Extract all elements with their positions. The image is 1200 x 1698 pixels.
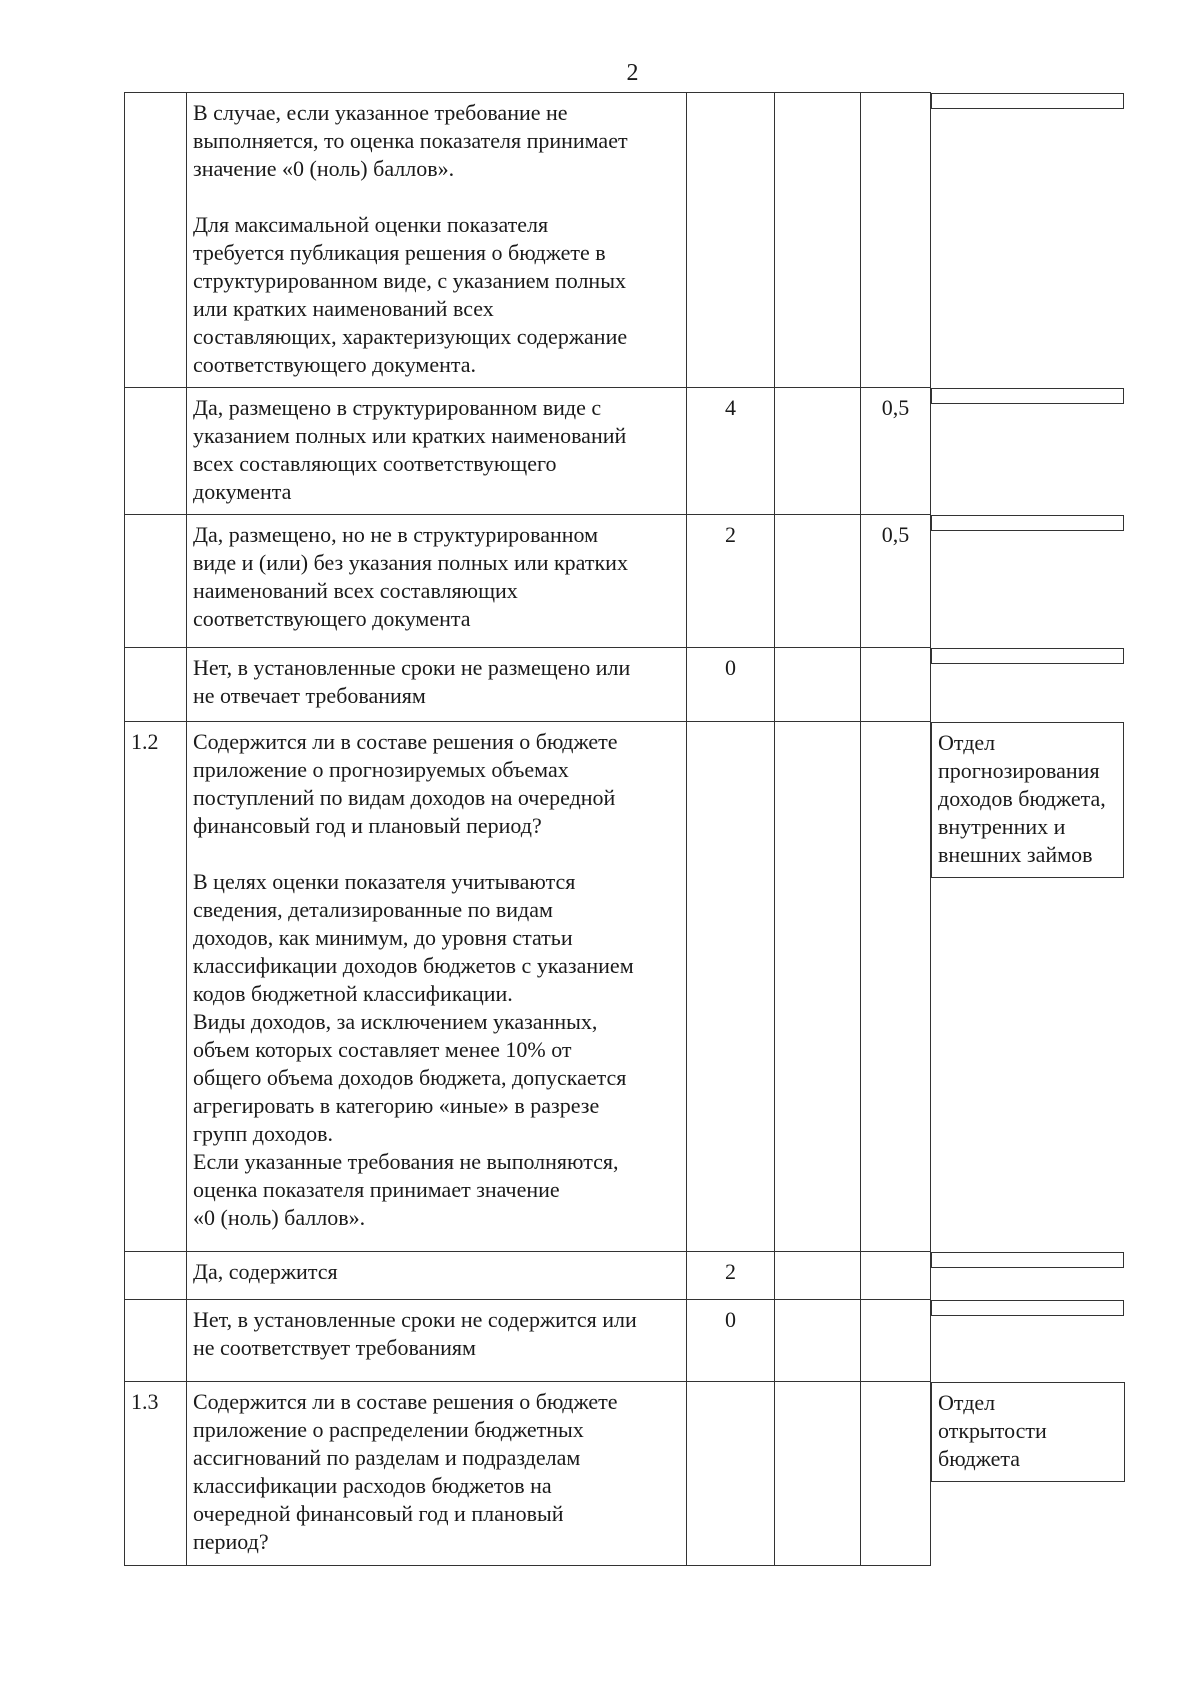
criterion-text bbox=[187, 648, 687, 722]
row-number: 1.2 bbox=[125, 722, 187, 1252]
extra-cell bbox=[775, 388, 861, 515]
criterion-paragraph: Для максимальной оценки показателя требуется публикация решения о бюджете в структурированном виде, с указанием полных или кратких наименований всех составляющих, характеризующих содержание соответствующего документа. bbox=[193, 212, 628, 377]
criteria-table bbox=[124, 92, 1125, 1566]
table-row bbox=[125, 648, 1125, 722]
row-number bbox=[125, 515, 187, 648]
criterion-paragraph: Содержится ли в составе решения о бюджете приложение о прогнозируемых объемах поступлений по видам доходов на очередной финансовый год и плановый период? bbox=[193, 729, 618, 838]
table-row bbox=[125, 93, 1125, 388]
table-row bbox=[125, 515, 1125, 648]
extra-cell bbox=[775, 1300, 861, 1382]
table-row bbox=[125, 1252, 1125, 1300]
row-number: 1.3 bbox=[125, 1382, 187, 1566]
extra-cell bbox=[775, 648, 861, 722]
score-cell: 0 bbox=[687, 648, 775, 722]
table-row bbox=[125, 722, 1125, 1252]
criterion-paragraph: В случае, если указанное требование не выполняется, то оценка показателя принимает значение «0 (ноль) баллов». bbox=[193, 100, 628, 181]
responsible-cell bbox=[931, 515, 1124, 531]
weight-cell bbox=[861, 93, 931, 388]
criterion-paragraph: Да, размещено, но не в структурированном виде и (или) без указания полных или кратких наименований всех составляющих соответствующего документа bbox=[193, 522, 628, 631]
row-number bbox=[125, 93, 187, 388]
criterion-text bbox=[187, 388, 687, 515]
score-cell bbox=[687, 93, 775, 388]
criterion-text bbox=[187, 1252, 687, 1300]
extra-cell bbox=[775, 722, 861, 1252]
row-number bbox=[125, 1252, 187, 1300]
table-row bbox=[125, 388, 1125, 515]
criterion-paragraph: В целях оценки показателя учитываются сведения, детализированные по видам доходов, как минимум, до уровня статьи классификации доходов бюджетов с указанием кодов бюджетной классификации. Виды доходов, за исключением указанных, объем которых составляет менее 10% от общего объема доходов бюджета, допускается агрегировать в категорию «иные» в разрезе групп доходов. Если указанные требования не выполняются, оценка показателя принимает значение «0 (ноль) баллов». bbox=[193, 869, 634, 1230]
extra-cell bbox=[775, 93, 861, 388]
criterion-text bbox=[187, 1382, 687, 1566]
table-row bbox=[125, 1300, 1125, 1382]
criterion-paragraph: Нет, в установленные сроки не размещено или не отвечает требованиям bbox=[193, 655, 631, 708]
criterion-paragraph: Да, содержится bbox=[193, 1259, 338, 1284]
criterion-paragraph: Нет, в установленные сроки не содержится или не соответствует требованиям bbox=[193, 1307, 637, 1360]
extra-cell bbox=[775, 515, 861, 648]
weight-cell bbox=[861, 1252, 931, 1300]
criterion-text bbox=[187, 1300, 687, 1382]
score-cell bbox=[687, 1382, 775, 1566]
criterion-paragraph: Содержится ли в составе решения о бюджете приложение о распределении бюджетных ассигнований по разделам и подразделам классификации расходов бюджетов на очередной финансовый год и плановый период? bbox=[193, 1389, 618, 1554]
row-number bbox=[125, 1300, 187, 1382]
responsible-cell bbox=[931, 648, 1124, 664]
row-number bbox=[125, 648, 187, 722]
row-number bbox=[125, 388, 187, 515]
responsible-cell bbox=[931, 93, 1124, 109]
score-cell: 2 bbox=[687, 1252, 775, 1300]
score-cell: 4 bbox=[687, 388, 775, 515]
criterion-paragraph: Да, размещено в структурированном виде с указанием полных или кратких наименований всех составляющих соответствующего документа bbox=[193, 395, 627, 504]
extra-cell bbox=[775, 1382, 861, 1566]
score-cell: 2 bbox=[687, 515, 775, 648]
weight-cell: 0,5 bbox=[861, 515, 931, 648]
score-cell bbox=[687, 722, 775, 1252]
page-number: 2 bbox=[626, 60, 639, 86]
responsible-cell bbox=[931, 388, 1124, 404]
weight-cell bbox=[861, 648, 931, 722]
criterion-text bbox=[187, 93, 687, 388]
table-row bbox=[125, 1382, 1125, 1566]
weight-cell bbox=[861, 1382, 931, 1566]
weight-cell bbox=[861, 1300, 931, 1382]
responsible-cell bbox=[931, 1252, 1124, 1268]
weight-cell bbox=[861, 722, 931, 1252]
weight-cell: 0,5 bbox=[861, 388, 931, 515]
responsible-cell bbox=[931, 1300, 1124, 1316]
responsible-cell: Отдел прогнозирования доходов бюджета, внутренних и внешних займов bbox=[931, 722, 1124, 878]
extra-cell bbox=[775, 1252, 861, 1300]
score-cell: 0 bbox=[687, 1300, 775, 1382]
criterion-text bbox=[187, 722, 687, 1252]
responsible-cell: Отдел открытости бюджета bbox=[931, 1382, 1125, 1482]
criterion-text bbox=[187, 515, 687, 648]
